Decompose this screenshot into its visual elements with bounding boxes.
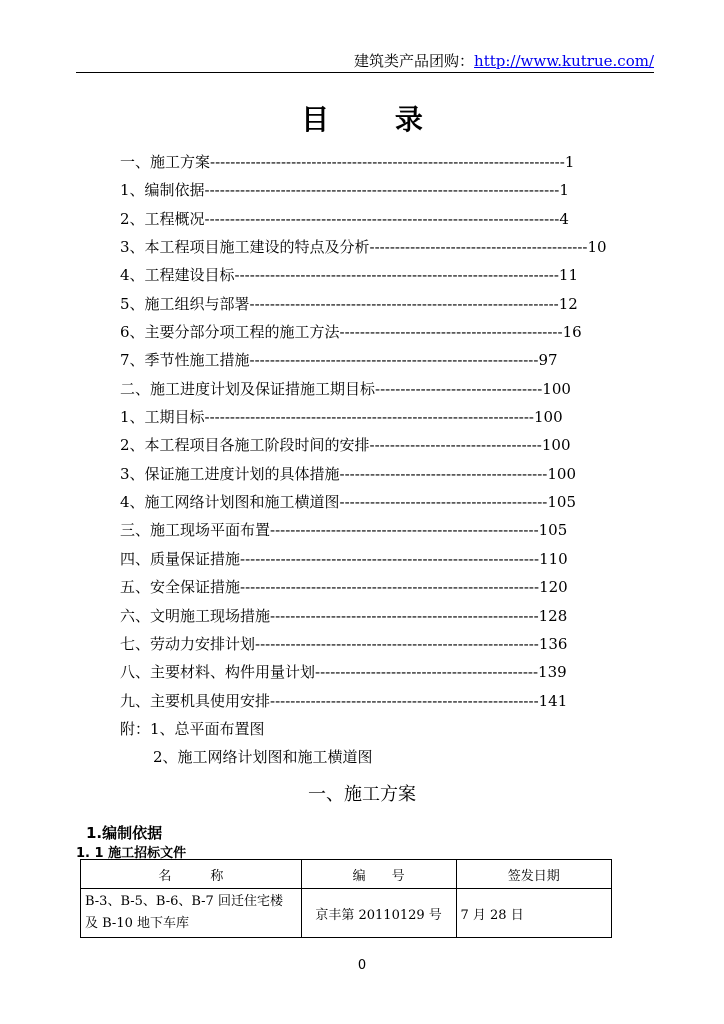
toc-item[interactable]: 七、劳动力安排计划--------------------------------------------------------136 [120,634,568,653]
cell-name-line-2: 及 B-10 地下车库 [85,916,189,931]
cell-number: 京丰第 20110129 号 [301,889,456,938]
toc-item[interactable]: 二、施工进度计划及保证措施工期目标---------------------------------100 [120,379,571,398]
toc-item[interactable]: 三、施工现场平面布置-----------------------------------------------------105 [120,521,568,540]
toc-item[interactable]: 7、季节性施工措施---------------------------------------------------------97 [120,351,558,370]
table-header-row [81,860,612,889]
column-header-number: 编 号 [301,860,456,889]
toc-item[interactable]: 1、工期目标-----------------------------------------------------------------100 [120,408,563,427]
toc-item[interactable]: 4、施工网络计划图和施工横道图-----------------------------------------105 [120,493,576,512]
subsection-heading: 1.编制依据 [86,824,163,842]
page-header [76,50,654,73]
toc-item[interactable]: 3、本工程项目施工建设的特点及分析-------------------------------------------10 [120,238,607,257]
page-number: 0 [357,958,367,973]
toc-item[interactable]: 六、文明施工现场措施-----------------------------------------------------128 [120,606,568,625]
toc-item[interactable]: 6、主要分部分项工程的施工方法--------------------------------------------16 [120,323,582,342]
header-link[interactable]: http://www.kutrue.com/ [474,52,654,70]
section-heading: 一、施工方案 [308,784,416,805]
toc-item[interactable]: 2、本工程项目各施工阶段时间的安排----------------------------------100 [120,436,571,455]
toc-item[interactable]: 3、保证施工进度计划的具体措施-----------------------------------------100 [120,464,576,483]
cell-name-line-1: B-3、B-5、B-6、B-7 回迁住宅楼 [85,894,283,909]
appendix-line-2: 2、施工网络计划图和施工横道图 [153,747,373,766]
toc-title: 目 录 [301,103,451,136]
table-row [81,889,612,938]
toc-item[interactable]: 五、安全保证措施-----------------------------------------------------------120 [120,578,568,597]
toc-item[interactable]: 四、质量保证措施-----------------------------------------------------------110 [120,549,568,568]
subsubsection-heading: 1. 1 施工招标文件 [76,846,187,861]
header-prefix: 建筑类产品团购： [354,52,475,70]
appendix-line-1: 附：1、总平面布置图 [120,719,265,738]
cell-name [81,889,302,938]
column-header-date: 签发日期 [456,860,612,889]
toc-item[interactable]: 1、编制依据----------------------------------------------------------------------1 [120,181,569,200]
toc-item[interactable]: 九、主要机具使用安排-----------------------------------------------------141 [120,691,568,710]
toc-item[interactable]: 2、工程概况----------------------------------------------------------------------4 [120,209,569,228]
toc-item[interactable]: 5、施工组织与部署-------------------------------------------------------------12 [120,294,578,313]
toc-item[interactable]: 八、主要材料、构件用量计划--------------------------------------------139 [120,663,567,682]
toc-item[interactable]: 4、工程建设目标----------------------------------------------------------------11 [120,266,579,285]
cell-date: 7 月 28 日 [456,889,612,938]
table-of-contents [120,148,640,771]
tender-documents-table [80,859,612,938]
column-header-name: 名 称 [81,860,302,889]
toc-item[interactable]: 一、施工方案----------------------------------------------------------------------1 [120,153,575,171]
